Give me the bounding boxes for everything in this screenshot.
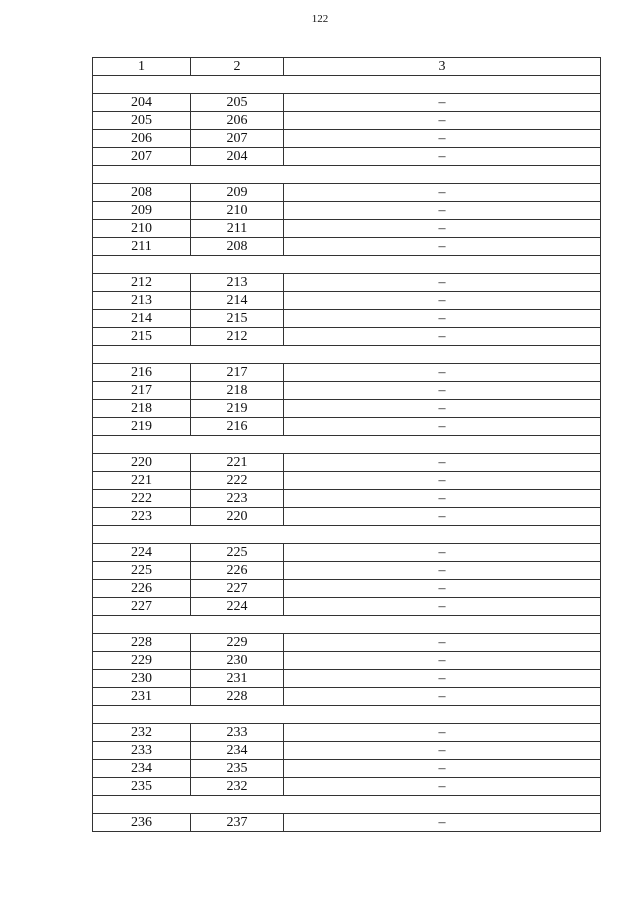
table-cell-col-3: – xyxy=(284,418,601,436)
table-cell-col-3: – xyxy=(284,634,601,652)
table-cell-col-1: 209 xyxy=(93,202,191,220)
table-cell-col-1: 210 xyxy=(93,220,191,238)
table-row xyxy=(93,508,601,526)
table-cell-col-1: 222 xyxy=(93,490,191,508)
table-cell-col-1: 221 xyxy=(93,472,191,490)
table-cell-col-1: 231 xyxy=(93,688,191,706)
table-row xyxy=(93,112,601,130)
table-cell-col-2: 225 xyxy=(191,544,284,562)
table-cell-col-1: 227 xyxy=(93,598,191,616)
table-row xyxy=(93,724,601,742)
table-cell-col-2: 210 xyxy=(191,202,284,220)
group-separator-row xyxy=(93,256,601,274)
separator-cell xyxy=(93,76,601,94)
table-cell-col-3: – xyxy=(284,202,601,220)
table-cell-col-3: – xyxy=(284,364,601,382)
table-cell-col-1: 219 xyxy=(93,418,191,436)
table-cell-col-2: 208 xyxy=(191,238,284,256)
table-cell-col-3: – xyxy=(284,220,601,238)
table-row xyxy=(93,94,601,112)
header-row xyxy=(93,58,601,76)
table-cell-col-1: 204 xyxy=(93,94,191,112)
table-cell-col-2: 231 xyxy=(191,670,284,688)
table-cell-col-2: 227 xyxy=(191,580,284,598)
table-cell-col-2: 211 xyxy=(191,220,284,238)
table-row xyxy=(93,382,601,400)
table-cell-col-1: 215 xyxy=(93,328,191,346)
table-cell-col-3: – xyxy=(284,94,601,112)
group-separator-row xyxy=(93,706,601,724)
group-separator-row xyxy=(93,166,601,184)
table-cell-col-2: 219 xyxy=(191,400,284,418)
table-cell-col-3: – xyxy=(284,670,601,688)
table-row xyxy=(93,274,601,292)
table-cell-col-2: 215 xyxy=(191,310,284,328)
table-cell-col-3: – xyxy=(284,112,601,130)
table-cell-col-1: 211 xyxy=(93,238,191,256)
separator-cell xyxy=(93,436,601,454)
table-row xyxy=(93,634,601,652)
table-cell-col-3: – xyxy=(284,490,601,508)
table-cell-col-1: 226 xyxy=(93,580,191,598)
table-row xyxy=(93,760,601,778)
table-row xyxy=(93,202,601,220)
table-cell-col-3: – xyxy=(284,760,601,778)
table-cell-col-3: – xyxy=(284,292,601,310)
table-cell-col-1: 218 xyxy=(93,400,191,418)
table-cell-col-3: – xyxy=(284,652,601,670)
table-cell-col-2: 217 xyxy=(191,364,284,382)
table-row xyxy=(93,778,601,796)
table-row xyxy=(93,454,601,472)
table-cell-col-2: 237 xyxy=(191,814,284,832)
separator-cell xyxy=(93,796,601,814)
table-cell-col-1: 232 xyxy=(93,724,191,742)
table-row xyxy=(93,472,601,490)
table-cell-col-1: 205 xyxy=(93,112,191,130)
table-body xyxy=(93,76,601,832)
table-cell-col-3: – xyxy=(284,130,601,148)
table-row xyxy=(93,544,601,562)
table-row xyxy=(93,238,601,256)
table-cell-col-2: 206 xyxy=(191,112,284,130)
table-row xyxy=(93,292,601,310)
table-cell-col-2: 205 xyxy=(191,94,284,112)
table-cell-col-1: 235 xyxy=(93,778,191,796)
table-cell-col-2: 207 xyxy=(191,130,284,148)
table-cell-col-3: – xyxy=(284,544,601,562)
table-cell-col-3: – xyxy=(284,508,601,526)
table-row xyxy=(93,742,601,760)
table-cell-col-2: 230 xyxy=(191,652,284,670)
table-cell-col-1: 214 xyxy=(93,310,191,328)
table-row xyxy=(93,328,601,346)
table-cell-col-2: 221 xyxy=(191,454,284,472)
table-cell-col-2: 228 xyxy=(191,688,284,706)
table-cell-col-3: – xyxy=(284,310,601,328)
table-cell-col-2: 226 xyxy=(191,562,284,580)
table-cell-col-1: 213 xyxy=(93,292,191,310)
table-cell-col-1: 236 xyxy=(93,814,191,832)
table-cell-col-3: – xyxy=(284,382,601,400)
table-cell-col-1: 220 xyxy=(93,454,191,472)
table-cell-col-2: 235 xyxy=(191,760,284,778)
table-row xyxy=(93,490,601,508)
table-cell-col-3: – xyxy=(284,688,601,706)
table-cell-col-1: 223 xyxy=(93,508,191,526)
table-cell-col-3: – xyxy=(284,148,601,166)
table-cell-col-1: 228 xyxy=(93,634,191,652)
table-cell-col-1: 224 xyxy=(93,544,191,562)
table-row xyxy=(93,814,601,832)
table-cell-col-2: 234 xyxy=(191,742,284,760)
table-cell-col-1: 207 xyxy=(93,148,191,166)
table-cell-col-3: – xyxy=(284,814,601,832)
table-cell-col-2: 223 xyxy=(191,490,284,508)
table-row xyxy=(93,400,601,418)
table-cell-col-2: 216 xyxy=(191,418,284,436)
page-number: 122 xyxy=(311,13,329,25)
separator-cell xyxy=(93,166,601,184)
table-cell-col-1: 216 xyxy=(93,364,191,382)
table-cell-col-3: – xyxy=(284,472,601,490)
separator-cell xyxy=(93,526,601,544)
table-cell-col-2: 218 xyxy=(191,382,284,400)
table-cell-col-3: – xyxy=(284,454,601,472)
table-cell-col-2: 213 xyxy=(191,274,284,292)
table-cell-col-1: 233 xyxy=(93,742,191,760)
group-separator-row xyxy=(93,526,601,544)
table-cell-col-2: 233 xyxy=(191,724,284,742)
table-row xyxy=(93,652,601,670)
separator-cell xyxy=(93,346,601,364)
table-row xyxy=(93,670,601,688)
table-row xyxy=(93,184,601,202)
table-cell-col-3: – xyxy=(284,724,601,742)
separator-cell xyxy=(93,256,601,274)
table-cell-col-1: 217 xyxy=(93,382,191,400)
table-row xyxy=(93,580,601,598)
table-cell-col-3: – xyxy=(284,184,601,202)
header-cell-3: 3 xyxy=(284,58,601,76)
table-cell-col-2: 220 xyxy=(191,508,284,526)
table-cell-col-3: – xyxy=(284,580,601,598)
table-cell-col-1: 229 xyxy=(93,652,191,670)
table-cell-col-2: 212 xyxy=(191,328,284,346)
table-cell-col-3: – xyxy=(284,328,601,346)
table-cell-col-3: – xyxy=(284,742,601,760)
separator-cell xyxy=(93,706,601,724)
group-separator-row xyxy=(93,616,601,634)
table-cell-col-3: – xyxy=(284,778,601,796)
table-row xyxy=(93,562,601,580)
table-cell-col-2: 224 xyxy=(191,598,284,616)
separator-cell xyxy=(93,616,601,634)
table-row xyxy=(93,130,601,148)
header-cell-1: 1 xyxy=(93,58,191,76)
table-cell-col-3: – xyxy=(284,400,601,418)
table-row xyxy=(93,688,601,706)
table-cell-col-3: – xyxy=(284,562,601,580)
table-cell-col-2: 209 xyxy=(191,184,284,202)
table-cell-col-2: 222 xyxy=(191,472,284,490)
table-row xyxy=(93,364,601,382)
table-row xyxy=(93,418,601,436)
table-row xyxy=(93,220,601,238)
table-row xyxy=(93,598,601,616)
table-cell-col-3: – xyxy=(284,274,601,292)
group-separator-row xyxy=(93,346,601,364)
table-cell-col-1: 225 xyxy=(93,562,191,580)
data-table xyxy=(92,57,601,832)
table-cell-col-1: 212 xyxy=(93,274,191,292)
table-cell-col-1: 234 xyxy=(93,760,191,778)
group-separator-row xyxy=(93,76,601,94)
table-row xyxy=(93,310,601,328)
table-cell-col-2: 214 xyxy=(191,292,284,310)
table-cell-col-1: 206 xyxy=(93,130,191,148)
table-cell-col-2: 229 xyxy=(191,634,284,652)
table-row xyxy=(93,148,601,166)
table-cell-col-1: 208 xyxy=(93,184,191,202)
table-cell-col-2: 204 xyxy=(191,148,284,166)
table-cell-col-2: 232 xyxy=(191,778,284,796)
header-cell-2: 2 xyxy=(191,58,284,76)
table-cell-col-3: – xyxy=(284,598,601,616)
group-separator-row xyxy=(93,796,601,814)
group-separator-row xyxy=(93,436,601,454)
table-cell-col-1: 230 xyxy=(93,670,191,688)
table-cell-col-3: – xyxy=(284,238,601,256)
